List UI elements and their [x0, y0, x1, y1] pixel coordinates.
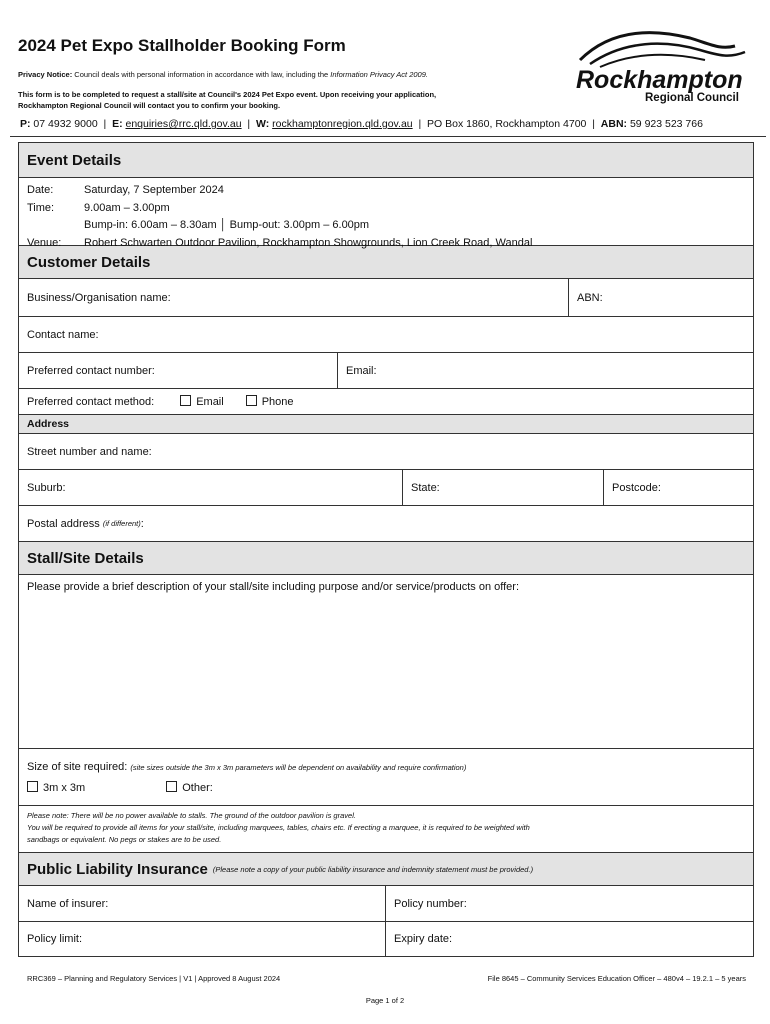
contact-number-field[interactable] [19, 353, 338, 388]
business-name-label: Business/Organisation name: [27, 291, 171, 304]
page-number: Page 1 of 2 [365, 996, 405, 1005]
phone: 07 4932 9000 [33, 118, 98, 130]
street-label: Street number and name: [27, 445, 152, 458]
site-size-label: Size of site required: [27, 760, 128, 773]
street-field[interactable] [19, 434, 753, 469]
suburb-label: Suburb: [27, 481, 66, 494]
abn-field-label: ABN: [577, 291, 603, 304]
insurer-field[interactable] [19, 886, 386, 921]
po-box: PO Box 1860, Rockhampton 4700 [427, 118, 587, 130]
event-details-block [19, 178, 753, 249]
intro-line-2: Rockhampton Regional Council will contact you to confirm your booking. [18, 101, 281, 110]
contact-bar: P: 07 4932 9000 | E: enquiries@rrc.qld.gov.au | W: rockhamptonregion.qld.gov.au | PO Box 1860, Rockhampton 4700 | ABN: 59 923 523 766 [20, 118, 703, 130]
street-row [19, 434, 753, 470]
section-insurance [19, 853, 753, 886]
header-divider [10, 136, 766, 137]
privacy-act: Information Privacy Act 2009. [330, 70, 428, 79]
section-customer-details: Customer Details [19, 246, 753, 279]
contact-method-label: Preferred contact method: [27, 395, 155, 408]
note-line-2: You will be required to provide all items for your stall/site, including marquees, tables, chairs etc. If erecting a marquee, it is required to be weighted with [27, 823, 530, 832]
contact-number-label: Preferred contact number: [27, 364, 155, 377]
size-3x3-checkbox[interactable] [27, 782, 85, 794]
contact-name-row [19, 317, 753, 353]
postal-address-field[interactable] [19, 506, 753, 541]
size-other-label: Other: [182, 781, 213, 794]
size-other-checkbox[interactable] [166, 782, 213, 794]
site-size-row [19, 749, 753, 806]
intro-line-1: This form is to be completed to request a stall/site at Council's 2024 Pet Expo event. Upon receiving your application, [18, 90, 437, 99]
expiry-field[interactable] [386, 922, 753, 956]
policy-limit-field[interactable] [19, 922, 386, 956]
date-value: Saturday, 7 September 2024 [84, 184, 224, 196]
postal-note: (if different) [102, 519, 141, 528]
note-line-1: Please note: There will be no power available to stalls. The ground of the outdoor pavilion is gravel. [27, 811, 356, 820]
bump-times: Bump-in: 6.00am – 8.30am │ Bump-out: 3.00pm – 6.00pm [84, 219, 370, 231]
checkbox-icon [246, 395, 257, 406]
privacy-label: Privacy Notice: [18, 70, 73, 79]
email-field-label: Email: [346, 364, 377, 377]
time-value: 9.00am – 3.00pm [84, 201, 170, 214]
logo-name: Rockhampton [576, 66, 743, 94]
limit-row [19, 922, 753, 957]
privacy-notice [18, 70, 558, 79]
contact-number-row [19, 353, 753, 389]
description-field[interactable] [19, 575, 753, 593]
description-row [19, 575, 753, 749]
abn: 59 923 523 766 [629, 118, 703, 130]
note-line-3: sandbags or equivalent. No pegs or stakes are to be used. [27, 835, 222, 844]
privacy-text: Council deals with personal information in accordance with law, including the [74, 70, 329, 79]
email-option-label: Email [196, 396, 224, 408]
address-subheading [19, 415, 753, 434]
logo-sub: Regional Council [645, 92, 739, 104]
description-label: Please provide a brief description of your stall/site including purpose and/or service/products on offer: [27, 581, 520, 593]
business-row [19, 279, 753, 317]
web-label: W: [256, 118, 270, 130]
footer-left: RRC369 – Planning and Regulatory Services | V1 | Approved 8 August 2024 [27, 974, 281, 983]
site-size-note: (site sizes outside the 3m x 3m parameters will be dependent on availability and require confirmation) [130, 762, 467, 772]
postal-row [19, 506, 753, 542]
insurance-heading: Public Liability Insurance [27, 860, 208, 878]
venue-label: Venue: [27, 236, 62, 249]
phone-checkbox[interactable] [246, 395, 294, 408]
abn-field[interactable] [569, 279, 753, 316]
expiry-label: Expiry date: [394, 933, 453, 945]
date-label: Date: [27, 184, 54, 196]
postcode-label: Postcode: [612, 481, 661, 494]
section-stall-details: Stall/Site Details [19, 542, 753, 575]
phone-option-label: Phone [261, 396, 294, 408]
phone-label: P: [20, 118, 31, 130]
suburb-row [19, 470, 753, 506]
checkbox-icon [166, 781, 177, 792]
postcode-field[interactable] [604, 470, 753, 505]
venue-value: Robert Schwarten Outdoor Pavilion, Rockhampton Showgrounds, Lion Creek Road, Wandal [84, 236, 533, 249]
time-label: Time: [27, 201, 55, 214]
contact-name-field[interactable] [19, 317, 753, 352]
footer-right: File 8645 – Community Services Education Officer – 480v4 – 19.2.1 – 5 years [487, 974, 746, 983]
state-field[interactable] [403, 470, 604, 505]
size-3x3-label: 3m x 3m [43, 781, 86, 794]
insurer-row [19, 886, 753, 922]
email-link[interactable]: enquiries@rrc.qld.gov.au [125, 118, 242, 130]
rockhampton-logo [570, 20, 755, 105]
stall-note [19, 806, 753, 853]
postal-label: Postal address [27, 517, 100, 530]
email-label: E: [112, 118, 123, 130]
abn-label: ABN: [600, 118, 628, 130]
checkbox-icon [27, 781, 38, 792]
form-title: 2024 Pet Expo Stallholder Booking Form [18, 36, 346, 55]
address-heading: Address [27, 418, 70, 430]
email-field[interactable] [338, 353, 753, 388]
section-event-details: Event Details [19, 143, 753, 178]
suburb-field[interactable] [19, 470, 403, 505]
checkbox-icon [180, 395, 191, 406]
booking-form [18, 142, 754, 957]
rockhampton-mountain-swoosh-logo-icon [570, 20, 755, 105]
contact-name-label: Contact name: [27, 328, 99, 341]
policy-number-field[interactable] [386, 886, 753, 921]
postal-colon: : [140, 517, 144, 530]
state-label: State: [411, 481, 440, 494]
web-link[interactable]: rockhamptonregion.qld.gov.au [272, 118, 413, 130]
intro-text [18, 89, 558, 111]
business-name-field[interactable] [19, 279, 569, 316]
policy-limit-label: Policy limit: [27, 933, 83, 945]
email-checkbox[interactable] [180, 395, 224, 408]
contact-method-row [19, 389, 753, 415]
insurer-label: Name of insurer: [27, 897, 109, 910]
insurance-note: (Please note a copy of your public liability insurance and indemnity statement must be provided.) [212, 864, 534, 874]
policy-number-label: Policy number: [394, 897, 467, 910]
